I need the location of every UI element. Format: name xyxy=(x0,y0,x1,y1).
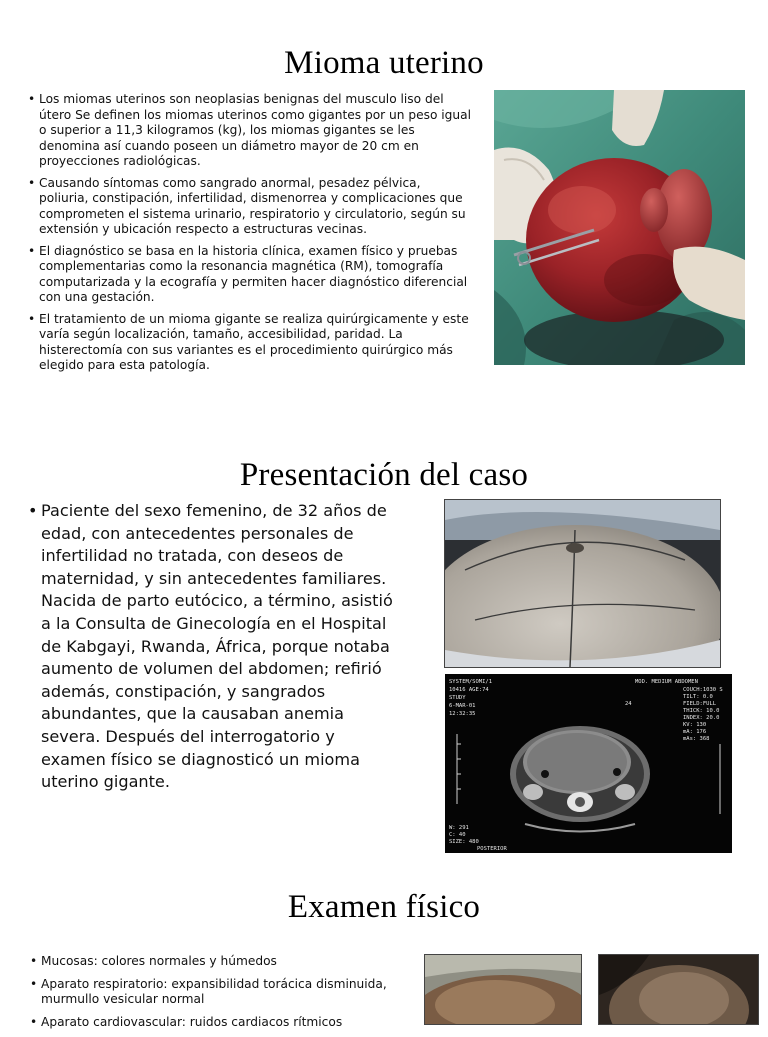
bullet-item: • Mucosas: colores normales y húmedos xyxy=(32,954,402,970)
ct-scan-image xyxy=(445,674,732,853)
bullet-item: • El tratamiento de un mioma gigante se realiza quirúrgicamente y este varía según localización, tamaño, accesibilidad, paridad. La histerectomía con sus variantes es el procedimiento quirúrgico más elegido para esta patología. xyxy=(30,312,473,374)
bullet-item: • Los miomas uterinos son neoplasias benignas del musculo liso del útero Se definen los miomas uterinos como gigantes por un peso igual o superior a 11,3 kilogramos (kg), los miomas gigantes se les denomina así cuando poseen un diámetro mayor de 20 cm en proyecciones radiológicas. xyxy=(30,92,473,170)
bullet-item: • Aparato respiratorio: expansibilidad torácica disminuida, murmullo vesicular normal xyxy=(32,977,402,1008)
ct-label: 12:32:35 xyxy=(449,711,476,717)
ct-label: C: 40 xyxy=(449,832,466,838)
slide-title: Examen físico xyxy=(287,889,481,925)
bullet-item: • Causando síntomas como sangrado anormal, pesadez pélvica, poliuria, constipación, infertilidad, dismenorrea y complicaciones que comprometen el sistema urinario, respiratorio y circulatorio, según su extensión y ubicación respecto a estructuras vecinas. xyxy=(30,176,473,238)
abdomen-photo xyxy=(445,500,720,667)
bullet-item: • Paciente del sexo femenino, de 32 años de edad, con antecedentes personales de infertilidad no tratada, con deseos de maternidad, y sin antecedentes familiares. Nacida de parto eutócico, a término, asistió a la Consulta de Ginecología en el Hospital de Kabgayi, Rwanda, África, porque notaba aumento de volumen del abdomen; refirió además, constipación, y sangrados abundantes, que la causaban anemia severa. Después del interrogatorio y examen físico se diagnosticó un mioma uterino gigante. xyxy=(30,500,400,794)
ct-param: TILT: 0.0 xyxy=(683,694,713,700)
ct-label: SIZE: 480 xyxy=(449,839,479,845)
ct-param: KV: 130 xyxy=(683,722,707,728)
ct-label: W: 291 xyxy=(449,825,469,831)
bullet-list xyxy=(30,500,400,794)
bullet-list xyxy=(30,92,473,380)
ct-param: COUCH:1030 S xyxy=(683,687,723,693)
surgery-photo xyxy=(494,90,745,365)
ct-label: 6-MAR-01 xyxy=(449,703,476,709)
slide-title: Mioma uterino xyxy=(284,45,484,81)
ct-label: POSTERIOR xyxy=(477,846,507,852)
ct-param: mAs: 368 xyxy=(683,736,710,742)
ct-label: SYSTEM/SOMI/1 xyxy=(449,679,493,685)
bullet-item: • Aparato cardiovascular: ruidos cardiacos rítmicos xyxy=(32,1015,402,1031)
exam-photo-left xyxy=(425,955,581,1024)
slide-title: Presentación del caso xyxy=(239,457,529,493)
ct-param: mA: 176 xyxy=(683,729,707,735)
exam-photo-right xyxy=(599,955,758,1024)
ct-label: 24 xyxy=(625,701,632,707)
bullet-list xyxy=(32,954,402,1037)
ct-label: 10416 AGE:74 xyxy=(449,687,489,693)
bullet-item: • El diagnóstico se basa en la historia clínica, examen físico y pruebas complementarias como la resonancia magnética (RM), tomografía computarizada y la ecografía y permiten hacer diagnóstico diferencial con una gestación. xyxy=(30,244,473,306)
ct-label: MOD. MEDIUM ABDOMEN xyxy=(635,679,698,685)
ct-param: THICK: 10.0 xyxy=(683,708,720,714)
ct-label: STUDY xyxy=(449,695,466,701)
ct-param: INDEX: 20.0 xyxy=(683,715,720,721)
ct-param: FIELD:FULL xyxy=(683,701,717,707)
